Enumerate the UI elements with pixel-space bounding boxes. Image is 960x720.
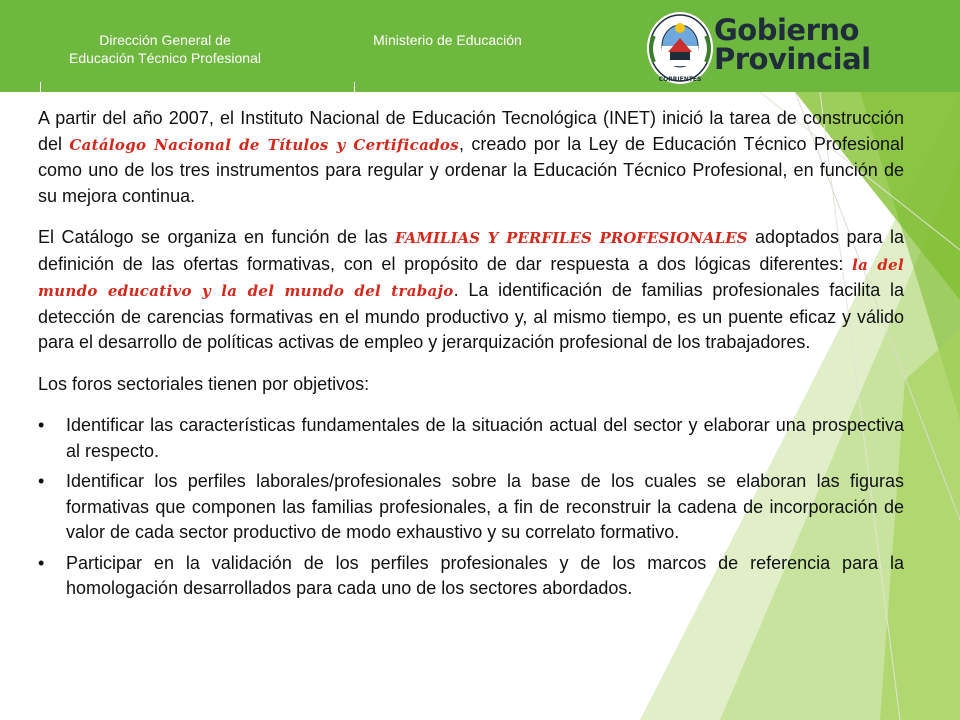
bullet-icon: •: [38, 415, 45, 435]
list-item: [38, 551, 904, 602]
logo-line2: Provincial: [714, 42, 871, 76]
directorate-line2: Educación Técnico Profesional: [69, 50, 261, 66]
seal-text: CORRIENTES: [658, 76, 702, 83]
divider-tick: [354, 82, 355, 92]
catalog-text-1: El Catálogo se organiza en función de las: [38, 227, 395, 247]
families-highlight: FAMILIAS Y PERFILES PROFESIONALES: [394, 229, 748, 247]
ministry-label: Ministerio de Educación: [373, 32, 522, 48]
catalog-paragraph: [38, 225, 904, 356]
header-bar: [0, 0, 960, 92]
main-content: [38, 106, 904, 607]
catalog-text-3: . La identificación de familias profesionales facilita la detección de carencias formativas en el mundo productivo y, al mismo tiempo, es un puente eficaz y válido para el desarrollo de políticas activas de empleo y jerarquización profesional de los trabajadores.: [38, 280, 904, 352]
objectives-list: [38, 413, 904, 602]
worlds-highlight: la del mundo educativo y la del mundo del trabajo: [38, 255, 904, 300]
intro-text-2: , creado por la Ley de Educación Técnico Profesional como uno de los tres instrumentos para regular y ordenar la Educación Técnico Profesional, en función de su mejora continua.: [38, 133, 904, 206]
directorate-label: [40, 31, 290, 67]
intro-text-1: A partir del año 2007, el Instituto Nacional de Educación Tecnológica (INET) inició la tarea de construcción del: [38, 108, 904, 154]
catalog-text-2: adoptados para la definición de las ofertas formativas, con el propósito de dar respuesta a dos lógicas diferentes:: [38, 227, 904, 274]
logo-line1: Gobierno: [714, 13, 859, 47]
list-item-text: Identificar las características fundamentales de la situación actual del sector y elaborar una prospectiva al respecto.: [66, 415, 904, 461]
gobierno-provincial-logo: [714, 13, 871, 76]
list-item: [38, 413, 904, 464]
forums-paragraph: Los foros sectoriales tienen por objetivos:: [38, 373, 370, 394]
list-item-text: Identificar los perfiles laborales/profesionales sobre la base de los cuales se elaboran las figuras formativas que componen las familias profesionales, a fin de reconstruir la cadena de incorporación de valor de cada sector productivo de modo exhaustivo y su correlato formativo.: [66, 471, 904, 542]
divider-tick: [40, 82, 41, 92]
list-item-text: Participar en la validación de los perfiles profesionales y de los marcos de referencia para la homologación desarrollados para cada uno de los sectores abordados.: [66, 552, 904, 598]
catalog-highlight: Catálogo Nacional de Títulos y Certificados: [69, 135, 459, 154]
bullet-icon: •: [38, 471, 45, 491]
list-item: [38, 469, 904, 546]
intro-paragraph: [38, 106, 904, 209]
directorate-line1: Dirección General de: [99, 32, 231, 48]
bullet-icon: •: [38, 552, 45, 573]
